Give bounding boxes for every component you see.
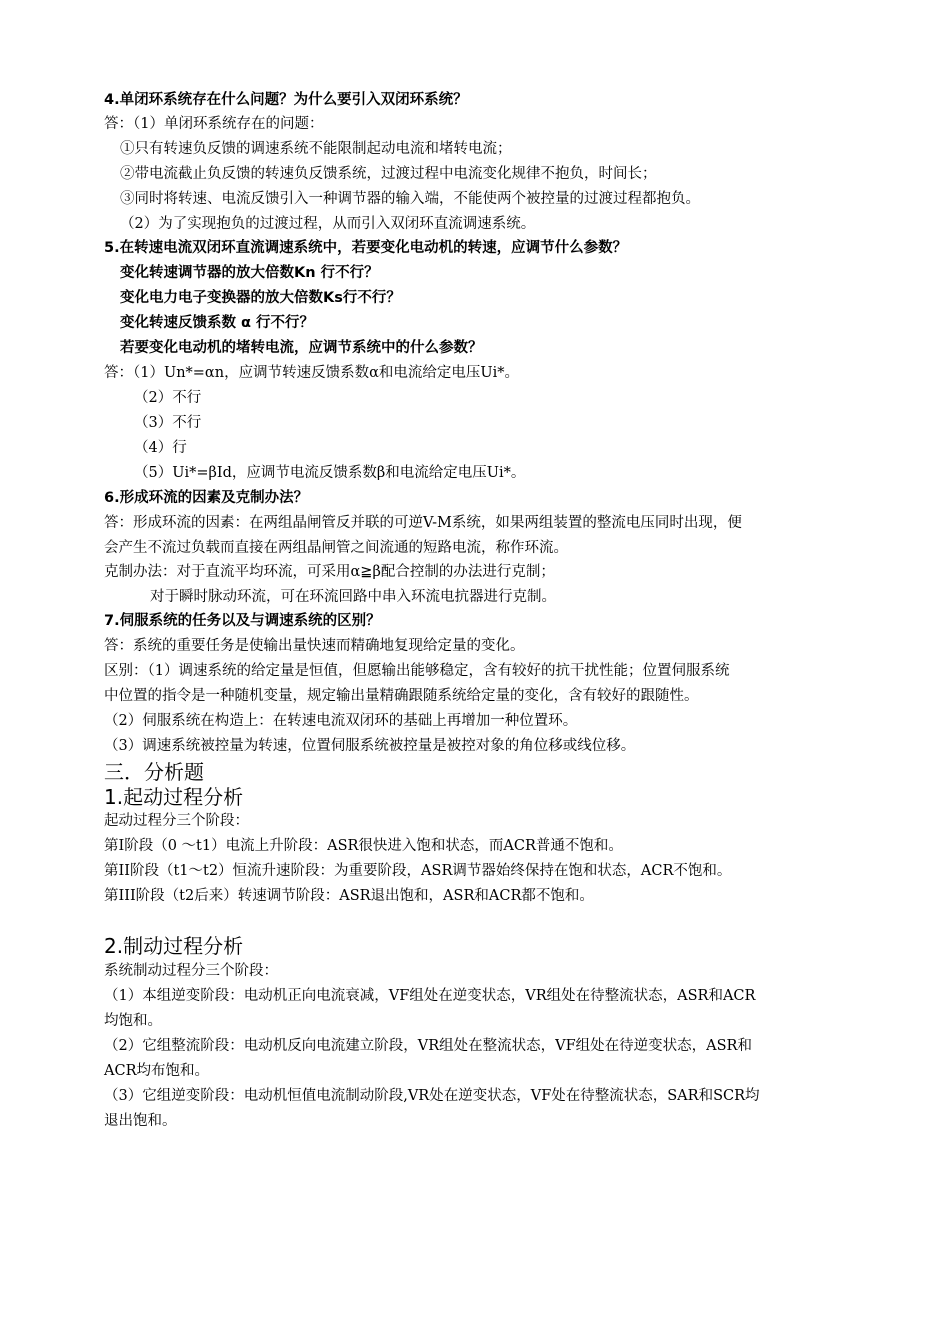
question-5-sub: 变化转速反馈系数 α 行不行？ (120, 315, 315, 331)
analysis-line: 系统制动过程分三个阶段： (104, 963, 278, 979)
section-heading: 三．分析题 (104, 760, 204, 784)
analysis-line: 第II阶段（t1～t2）恒流升速阶段：为重要阶段，ASR调节器始终保持在饱和状态，ACR不饱和。 (104, 863, 732, 879)
analysis-line: 起动过程分三个阶段： (104, 813, 249, 829)
analysis-line: （2）它组整流阶段：电动机反向电流建立阶段，VR组处在整流状态，VF组处在待逆变状态，ASR和 (104, 1038, 752, 1054)
answer-line: ③同时将转速、电流反馈引入一种调节器的输入端，不能使两个被控量的过渡过程都抱负。 (120, 191, 700, 207)
analysis-line: 均饱和。 (104, 1013, 162, 1029)
answer-line: （4）行 (134, 440, 187, 456)
answer-line: ②带电流截止负反馈的转速负反馈系统，过渡过程中电流变化规律不抱负，时间长； (120, 166, 657, 182)
answer-line: 会产生不流过负载而直接在两组晶闸管之间流通的短路电流，称作环流。 (104, 540, 568, 556)
answer-line: （2）伺服系统在构造上：在转速电流双闭环的基础上再增加一种位置环。 (104, 713, 578, 729)
answer-line: （3）调速系统被控量为转速，位置伺服系统被控量是被控对象的角位移或线位移。 (104, 738, 636, 754)
subsection-heading: 2.制动过程分析 (104, 934, 244, 958)
answer-line: 答：形成环流的因素：在两组晶闸管反并联的可逆V-M系统，如果两组装置的整流电压同时出现，便 (104, 515, 742, 531)
question-5-sub: 若要变化电动机的堵转电流，应调节系统中的什么参数？ (120, 340, 483, 356)
answer-line: （5）Ui*=βId，应调节电流反馈系数β和电流给定电压Ui*。 (134, 465, 526, 481)
analysis-line: 退出饱和。 (104, 1113, 177, 1129)
analysis-line: 第I阶段（0 ～t1）电流上升阶段：ASR很快进入饱和状态，而ACR普通不饱和。 (104, 838, 623, 854)
question-5-title: 5.在转速电流双闭环直流调速系统中，若要变化电动机的转速，应调节什么参数？ (104, 240, 628, 256)
analysis-line: （1）本组逆变阶段：电动机正向电流衰减，VF组处在逆变状态，VR组处在待整流状态，ASR和ACR (104, 988, 756, 1004)
answer-line: 答：系统的重要任务是使输出量快速而精确地复现给定量的变化。 (104, 638, 525, 654)
answer-line: ①只有转速负反馈的调速系统不能限制起动电流和堵转电流； (120, 141, 512, 157)
answer-line: 中位置的指令是一种随机变量，规定输出量精确跟随系统给定量的变化，含有较好的跟随性。 (104, 688, 699, 704)
answer-line: 答：（1）Un*=αn，应调节转速反馈系数α和电流给定电压Ui*。 (104, 365, 519, 381)
analysis-line: ACR均布饱和。 (104, 1063, 209, 1079)
question-4-title: 4.单闭环系统存在什么问题？为什么要引入双闭环系统？ (104, 92, 468, 108)
answer-line: 答：（1）单闭环系统存在的问题： (104, 116, 324, 132)
answer-line: 区别：（1）调速系统的给定量是恒值，但愿输出能够稳定，含有较好的抗干扰性能；位置伺服系统 (104, 663, 730, 679)
answer-line: （2）为了实现抱负的过渡过程，从而引入双闭环直流调速系统。 (120, 216, 536, 232)
subsection-heading: 1.起动过程分析 (104, 785, 244, 809)
question-6-title: 6.形成环流的因素及克制办法？ (104, 490, 309, 506)
question-7-title: 7.伺服系统的任务以及与调速系统的区别？ (104, 613, 381, 629)
answer-line: （3）不行 (134, 415, 202, 431)
answer-line: （2）不行 (134, 390, 202, 406)
analysis-line: （3）它组逆变阶段：电动机恒值电流制动阶段,VR处在逆变状态，VF处在待整流状态，SAR和SCR均 (104, 1088, 760, 1104)
analysis-line: 第III阶段（t2后来）转速调节阶段：ASR退出饱和，ASR和ACR都不饱和。 (104, 888, 594, 904)
answer-line: 对于瞬时脉动环流，可在环流回路中串入环流电抗器进行克制。 (150, 589, 556, 605)
answer-line: 克制办法：对于直流平均环流，可采用α≧β配合控制的办法进行克制； (104, 564, 555, 580)
question-5-sub: 变化电力电子变换器的放大倍数Ks行不行？ (120, 290, 401, 306)
question-5-sub: 变化转速调节器的放大倍数Kn 行不行？ (120, 265, 379, 281)
